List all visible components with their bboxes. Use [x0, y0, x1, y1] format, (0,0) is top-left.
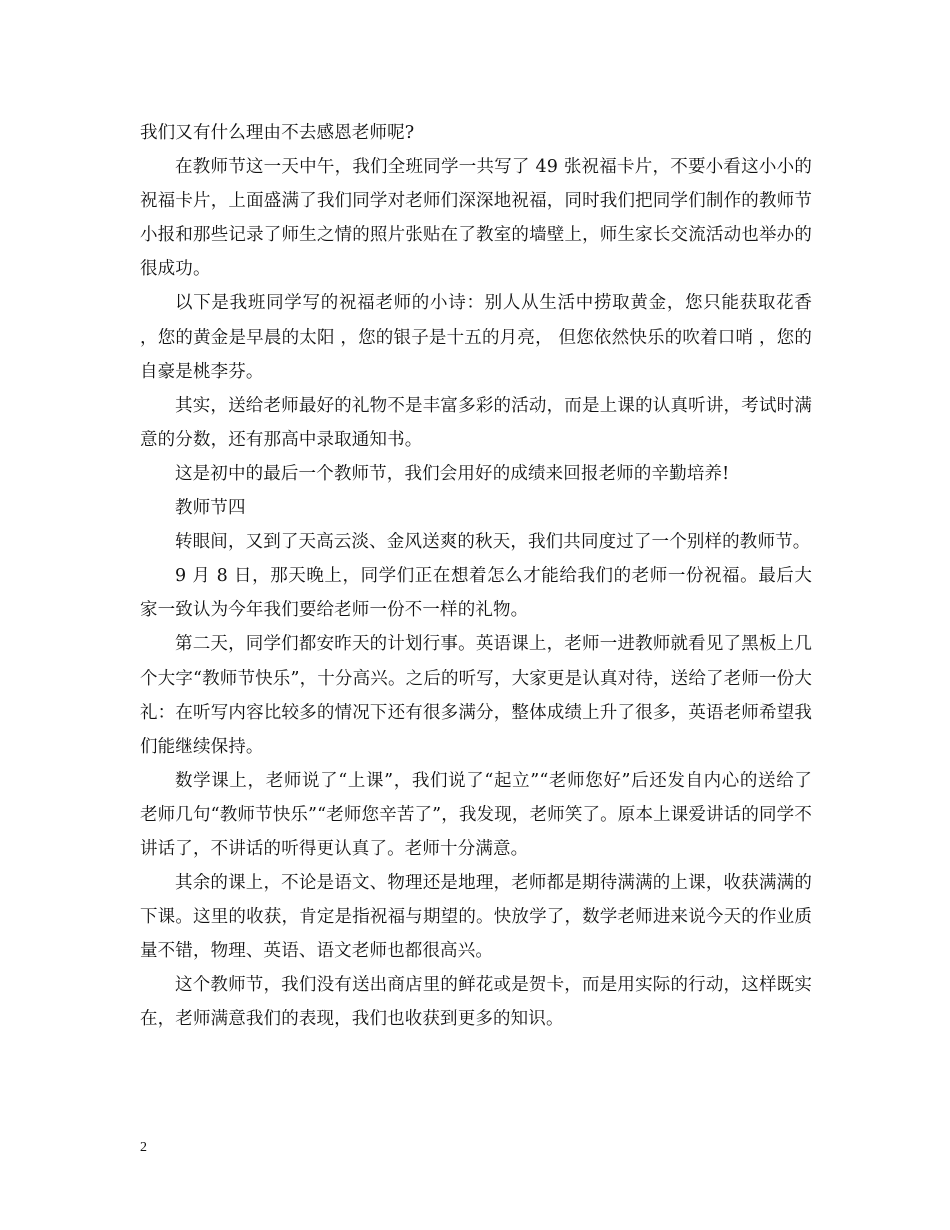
paragraph-11: 其余的课上，不论是语文、物理还是地理，老师都是期待满满的上课，收获满满的下课。这里的收获，肯定是指祝福与期望的。快放学了，数学老师进来说今天的作业质量不错，物理、英语、语文老师也都很高兴。	[140, 873, 812, 962]
section-heading: 教师节四	[175, 498, 246, 519]
paragraph-12: 这个教师节，我们没有送出商店里的鲜花或是贺卡，而是用实际的行动，这样既实在，老师满意我们的表现，我们也收获到更多的知识。	[140, 975, 812, 1030]
document-body	[140, 116, 812, 1037]
paragraph-2: 在教师节这一天中午，我们全班同学一共写了 49 张祝福卡片，不要小看这小小的祝福卡片，上面盛满了我们同学对老师们深深地祝福，同时我们把同学们制作的教师节小报和那些记录了师生之情的照片张贴在了教室的墙壁上，师生家长交流活动也举办的很成功。	[140, 157, 812, 280]
paragraph-7: 转眼间，又到了天高云淡、金风送爽的秋天，我们共同度过了一个别样的教师节。	[175, 532, 811, 553]
paragraph-8: 9 月 8 日，那天晚上，同学们正在想着怎么才能给我们的老师一份祝福。最后大家一致认为今年我们要给老师一份不一样的礼物。	[140, 566, 812, 621]
paragraph-9: 第二天，同学们都安昨天的计划行事。英语课上，老师一进教师就看见了黑板上几个大字“教师节快乐”，十分高兴。之后的听写，大家更是认真对待，送给了老师一份大礼：在听写内容比较多的情况下还有很多满分，整体成绩上升了很多，英语老师希望我们能继续保持。	[140, 634, 812, 757]
paragraph-3: 以下是我班同学写的祝福老师的小诗：别人从生活中捞取黄金，您只能获取花香 ，您的黄金是早晨的太阳 ，您的银子是十五的月亮， 但您依然快乐的吹着口哨 ，您的自豪是桃李芬。	[140, 293, 812, 382]
paragraph-10: 数学课上，老师说了“上课”，我们说了“起立”“老师您好”后还发自内心的送给了老师几句“教师节快乐”“老师您辛苦了”，我发现，老师笑了。原本上课爱讲话的同学不讲话了，不讲话的听得更认真了。老师十分满意。	[140, 770, 812, 859]
paragraph-5: 这是初中的最后一个教师节，我们会用好的成绩来回报老师的辛勤培养!	[175, 463, 730, 484]
page-number: 2	[140, 1140, 147, 1155]
paragraph-1: 我们又有什么理由不去感恩老师呢?	[140, 123, 415, 143]
paragraph-4: 其实，送给老师最好的礼物不是丰富多彩的活动，而是上课的认真听讲，考试时满意的分数，还有那高中录取通知书。	[140, 395, 812, 450]
